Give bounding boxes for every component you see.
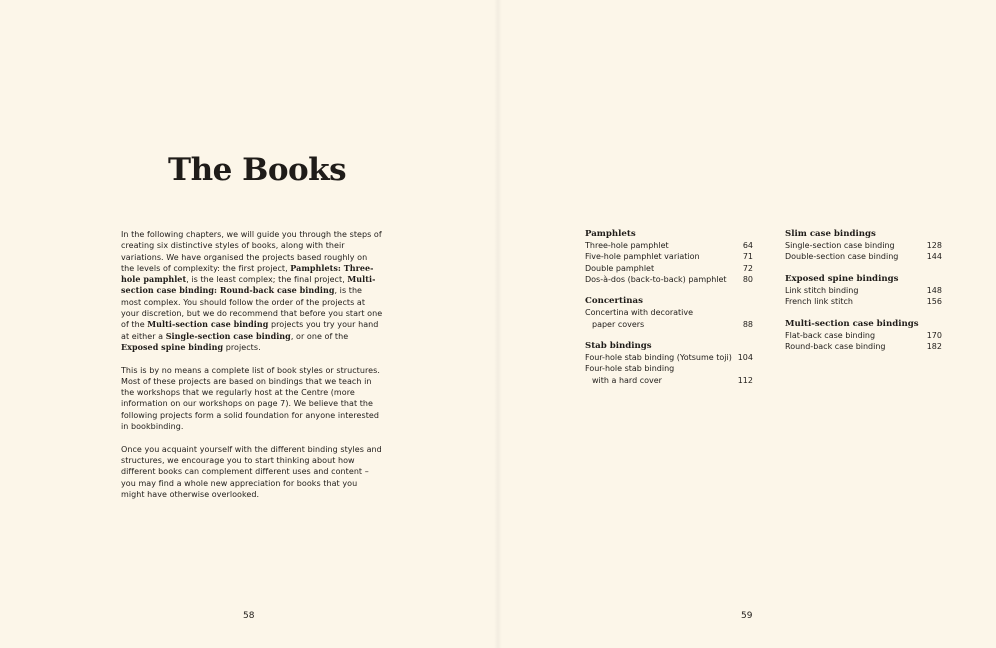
toc-entry [585, 263, 753, 274]
page-number-left: 58 [243, 611, 255, 621]
toc-entry-label: Concertina with decorative [585, 308, 694, 318]
toc-entry-page: 80 [742, 274, 753, 284]
intro-bold-run: Multi-section case binding [147, 319, 269, 330]
toc-entry-page: 88 [742, 319, 753, 329]
intro-text [121, 229, 383, 511]
toc-section [785, 229, 942, 263]
toc-entry-page: 182 [926, 342, 942, 351]
toc-section-heading: Concertinas [585, 296, 643, 307]
toc-entry [585, 319, 753, 330]
toc-section-heading: Pamphlets [585, 229, 636, 239]
toc-entry-label: Five-hole pamphlet variation [585, 252, 700, 262]
page-number-right: 59 [741, 611, 753, 621]
toc-entry-label: with a hard cover [592, 375, 662, 385]
intro-text-run: , is the most complex. You should follow the order of the projects at your discretion, but we do recommend that before you start one of the [121, 286, 383, 330]
toc-section [785, 319, 942, 353]
toc-entry-page: 156 [926, 297, 942, 307]
toc-column-1 [585, 229, 753, 397]
intro-text-run: , or one of the [290, 331, 349, 341]
toc-entry-label: Dos-à-dos (back-to-back) pamphlet [585, 274, 727, 284]
toc-section [585, 341, 753, 386]
toc-entry [785, 285, 942, 296]
toc-section [585, 296, 753, 330]
toc-entry-page [739, 307, 753, 318]
intro-paragraph-2: This is by no means a complete list of book styles or structures. Most of these projects are based on bindings that we teach in the workshops that we regularly host at the Centre (more information on our workshops on page 7). We believe that the following projects form a solid foundation for anyone interested in bookbinding. [121, 365, 380, 432]
toc-entry [785, 330, 942, 341]
toc-entry [785, 296, 942, 307]
toc-entry-label: Four-hole stab binding [585, 364, 675, 374]
intro-bold-run: Single-section case binding [165, 330, 291, 341]
toc-entry [585, 307, 753, 318]
toc-entry-page: 170 [926, 330, 942, 340]
intro-paragraph-3: Once you acquaint yourself with the different binding styles and structures, we encourage you to start thinking about how different books can complement different uses and content – you may find a whole new appreciation for books that you might have otherwise overlooked. [121, 444, 382, 499]
toc-section-heading: Exposed spine bindings [785, 273, 899, 284]
toc-entry-label: paper covers [592, 319, 645, 329]
toc-entry-label: Double pamphlet [585, 263, 655, 273]
intro-text-run: projects. [223, 342, 261, 352]
toc-entry [785, 240, 942, 251]
toc-entry-page [739, 363, 753, 374]
toc-section [785, 274, 942, 308]
toc-entry-label: Single-section case binding [785, 241, 895, 251]
toc-entry-page: 148 [926, 286, 942, 295]
toc-entry-page: 144 [926, 252, 942, 262]
toc-entry-page: 104 [737, 353, 753, 363]
toc-entry [785, 251, 942, 262]
toc-entry [585, 251, 753, 262]
toc-column-2 [785, 229, 942, 363]
toc-entry [585, 352, 753, 363]
toc-entry-page: 128 [926, 241, 942, 251]
gutter-shadow [494, 0, 502, 648]
page-title: The Books [168, 152, 347, 188]
toc-entry [785, 341, 942, 352]
toc-entry-label: Four-hole stab binding (Yotsume toji) [585, 353, 732, 363]
intro-bold-run: Exposed spine binding [121, 341, 224, 352]
intro-bold-run: Multi-section case binding: Round-back case binding [121, 274, 376, 296]
intro-text-run: , is the least complex; the final project, [186, 275, 348, 285]
toc-entry [585, 274, 753, 285]
toc-section-heading: Stab bindings [585, 341, 652, 351]
toc-entry [585, 240, 753, 251]
toc-section [585, 229, 753, 285]
toc-entry [585, 375, 753, 386]
intro-text-run: projects you try your hand at either a [121, 320, 379, 341]
toc-entry-page: 72 [742, 263, 753, 273]
toc-entry [585, 363, 753, 374]
intro-bold-run: Pamphlets: Three-hole pamphlet [121, 262, 374, 285]
intro-text-run: In the following chapters, we will guide you through the steps of creating six distinctive styles of books, along with their variations. We have organised the projects based roughly on the levels of complexity: the first project, [121, 230, 382, 273]
toc-entry-label: Link stitch binding [785, 286, 859, 295]
toc-entry-label: Three-hole pamphlet [585, 241, 669, 251]
toc-entry-label: Round-back case binding [785, 342, 886, 351]
toc-entry-page: 71 [742, 252, 753, 262]
toc-entry-label: French link stitch [785, 297, 853, 307]
toc-section-heading: Multi-section case bindings [785, 318, 919, 329]
intro-paragraph-1 [121, 229, 383, 353]
toc-entry-label: Double-section case binding [785, 252, 899, 262]
toc-section-heading: Slim case bindings [785, 229, 876, 239]
toc-entry-label: Flat-back case binding [785, 330, 876, 340]
toc-entry-page: 112 [737, 375, 753, 385]
toc-entry-page: 64 [742, 241, 753, 251]
